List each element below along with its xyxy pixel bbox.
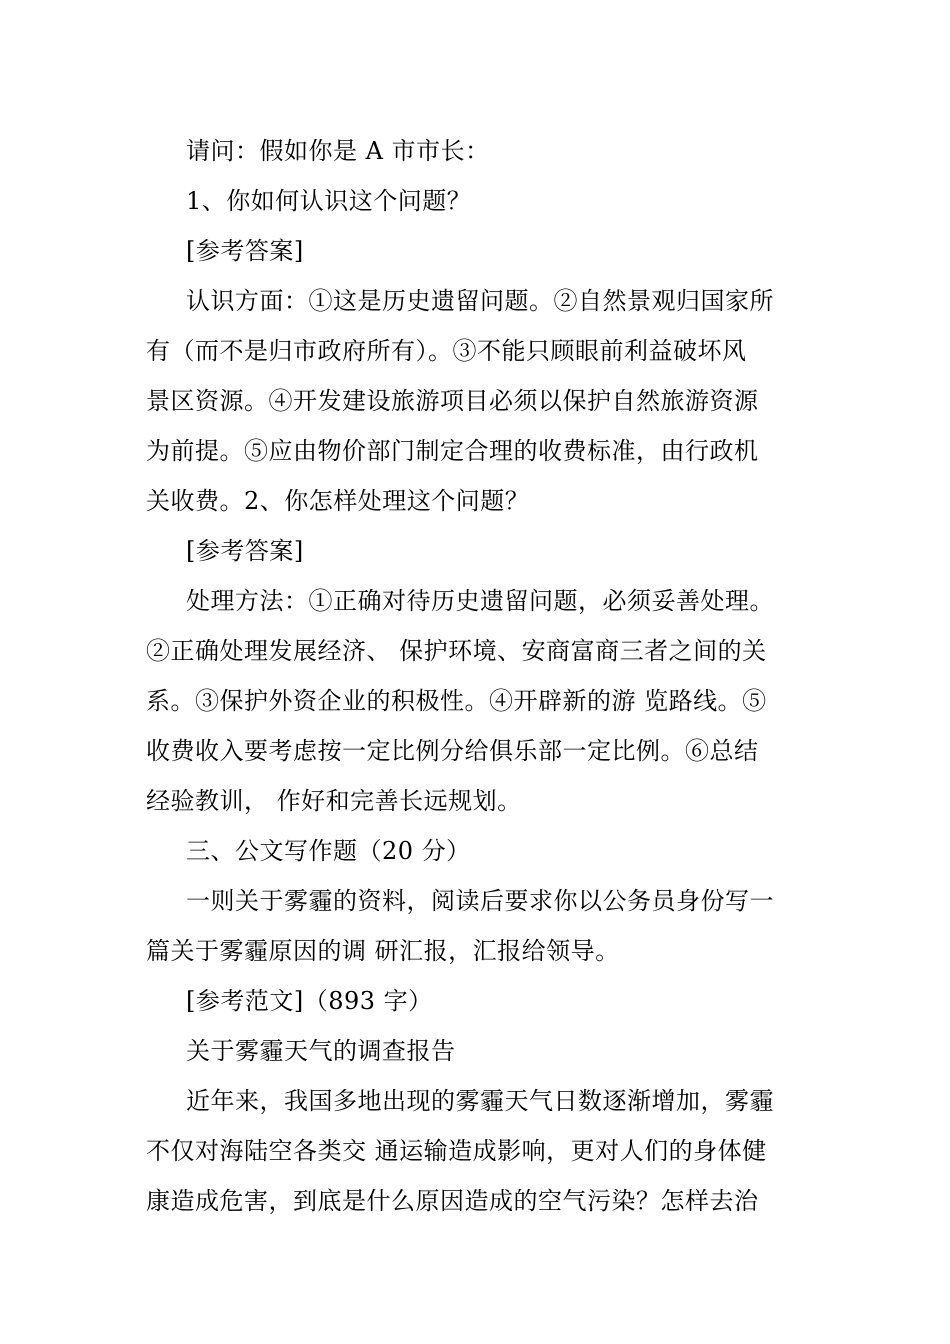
answer-2-line: 经验教训， 作好和完善长远规划。 [146,787,522,815]
task-description-line: 篇关于雾霾原因的调 研汇报，汇报给领导。 [146,937,620,965]
answer-2-line: 处理方法：①正确对待历史遗留问题，必须妥善处理。 [186,587,774,615]
document-body [146,126,814,1226]
answer-heading-1: [参考答案] [186,237,304,265]
section-heading: 三、公文写作题（20 分） [186,837,471,865]
report-paragraph-line: 康造成危害，到底是什么原因造成的空气污染？怎样去治 [146,1187,759,1215]
answer-1-line: 关收费。2、你怎样处理这个问题？ [146,487,530,515]
report-title: 关于雾霾天气的调查报告 [186,1037,456,1065]
answer-2-line: 系。③保护外资企业的积极性。④开辟新的游 览路线。⑤ [146,687,767,715]
answer-2-line: ②正确处理发展经济、 保护环境、安商富商三者之间的关 [146,637,767,665]
answer-1-line: 景区资源。④开发建设旅游项目必须以保护自然旅游资源 [146,387,759,415]
sample-essay-heading: [参考范文]（893 字） [186,987,433,1015]
answer-heading-2: [参考答案] [186,537,304,565]
report-paragraph-line: 不仅对海陆空各类交 通运输造成影响，更对人们的身体健 [146,1137,767,1165]
answer-1-line: 认识方面：①这是历史遗留问题。②自然景观归国家所 [186,287,774,315]
question-intro: 请问：假如你是 A 市市长： [186,137,490,165]
answer-1-line: 为前提。⑤应由物价部门制定合理的收费标准，由行政机 [146,437,759,465]
answer-2-line: 收费收入要考虑按一定比例分给俱乐部一定比例。⑥总结 [146,737,759,765]
question-1: 1、你如何认识这个问题？ [186,187,472,215]
answer-1-line: 有（而不是归市政府所有）。③不能只顾眼前利益破坏风 [146,337,747,365]
task-description-line: 一则关于雾霾的资料，阅读后要求你以公务员身份写一 [186,887,774,915]
report-paragraph-line: 近年来，我国多地出现的雾霾天气日数逐渐增加，雾霾 [186,1087,774,1115]
